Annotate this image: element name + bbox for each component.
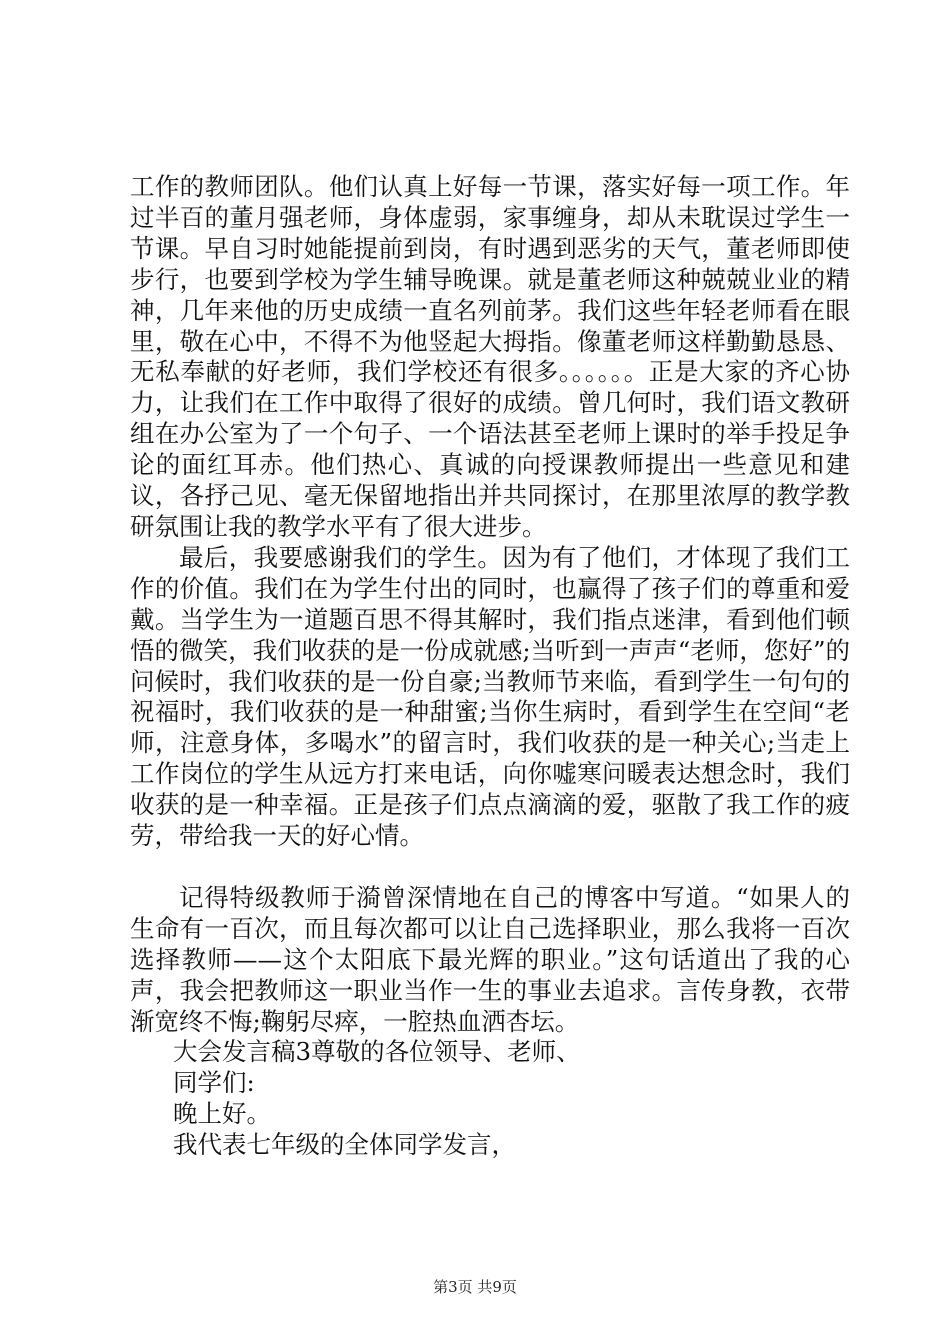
paragraph-quote: 记得特级教师于漪曾深情地在自己的博客中写道。“如果人的生命有一百次，而且每次都可以让自己选择职业，那么我将一百次选择教师——这个太阳底下最光辉的职业。”这句话道出了我的心声，我会把教师这一职业当作一生的事业去追求。言传身教，衣带渐宽终不悔;鞠躬尽瘁，一腔热血洒杏坛。 (130, 882, 850, 1036)
paragraph-spacer (130, 852, 850, 883)
paragraph-thanks-students: 最后，我要感谢我们的学生。因为有了他们，才体现了我们工作的价值。我们在为学生付出的同时，也赢得了孩子们的尊重和爱戴。当学生为一道题百思不得其解时，我们指点迷津，看到他们顿悟的微笑，我们收获的是一份成就感;当听到一声声“老师，您好”的问候时，我们收获的是一份自豪;当教师节来临，看到学生一句句的祝福时，我们收获的是一种甜蜜;当你生病时，看到学生在空间“老师，注意身体，多喝水”的留言时，我们收获的是一种关心;当走上工作岗位的学生从远方打来电话，向你嘘寒问暖表达想念时，我们收获的是一种幸福。正是孩子们点点滴滴的爱，驱散了我工作的疲劳，带给我一天的好心情。 (130, 542, 850, 851)
speech-opening: 我代表七年级的全体同学发言， (173, 1130, 516, 1160)
page-number: 第3页 共9页 (433, 1278, 517, 1296)
speech-greeting: 晚上好。 (173, 1099, 271, 1129)
document-body (130, 172, 850, 1161)
speech-salutation: 同学们: (173, 1068, 255, 1098)
speech-heading: 大会发言稿3尊敬的各位领导、老师、 (173, 1037, 581, 1067)
paragraph-teacher-team: 工作的教师团队。他们认真上好每一节课，落实好每一项工作。年过半百的董月强老师，身体虚弱，家事缠身，却从未耽误过学生一节课。早自习时她能提前到岗，有时遇到恶劣的天气，董老师即使步行，也要到学校为学生辅导晚课。就是董老师这种兢兢业业的精神，几年来他的历史成绩一直名列前茅。我们这些年轻老师看在眼里，敬在心中，不得不为他竖起大拇指。像董老师这样勤勤恳恳、无私奉献的好老师，我们学校还有很多。。。。。。正是大家的齐心协力，让我们在工作中取得了很好的成绩。曾几何时，我们语文教研组在办公室为了一个句子、一个语法甚至老师上课时的举手投足争论的面红耳赤。他们热心、真诚的向授课教师提出一些意见和建议，各抒己见、毫无保留地指出并共同探讨，在那里浓厚的教学教研氛围让我的教学水平有了很大进步。 (130, 172, 850, 541)
